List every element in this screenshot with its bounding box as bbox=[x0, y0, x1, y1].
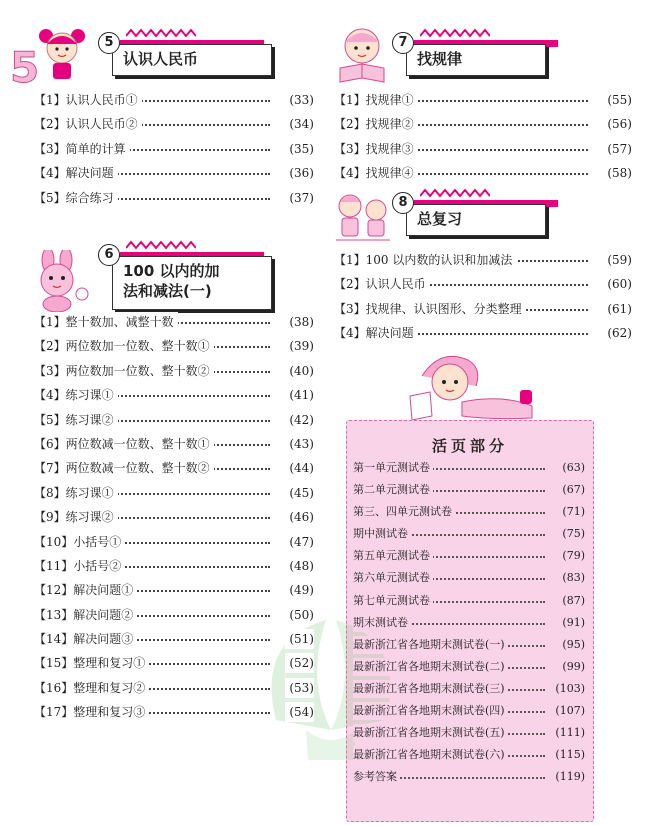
unit-8-list bbox=[334, 250, 632, 348]
zigzag-decoration bbox=[420, 28, 490, 38]
unit-title: 总复习 bbox=[406, 204, 546, 236]
toc-entry[interactable]: 最新浙江省各地期末测试卷(一) (95) bbox=[353, 636, 585, 658]
toc-entry[interactable]: 【4】解决问题 (62) bbox=[334, 323, 632, 347]
toc-entry[interactable]: 【15】整理和复习① (52) bbox=[34, 653, 314, 677]
toc-entry[interactable]: 【3】找规律③ (57) bbox=[334, 139, 632, 163]
toc-entry[interactable]: 【3】简单的计算 (35) bbox=[34, 139, 314, 163]
toc-entry[interactable]: 【14】解决问题③ (51) bbox=[34, 629, 314, 653]
toc-entry[interactable]: 期末测试卷 (91) bbox=[353, 614, 585, 636]
toc-entry[interactable]: 第六单元测试卷 (83) bbox=[353, 569, 585, 591]
toc-entry[interactable]: 【6】两位数减一位数、整十数① (43) bbox=[34, 434, 314, 458]
toc-entry[interactable]: 【3】两位数加一位数、整十数② (40) bbox=[34, 361, 314, 385]
svg-text:5: 5 bbox=[10, 43, 40, 84]
unit-number: 6 bbox=[98, 244, 120, 266]
toc-entry[interactable]: 【4】练习课① (41) bbox=[34, 385, 314, 409]
toc-entry[interactable]: 【12】解决问题① (49) bbox=[34, 580, 314, 604]
toc-entry[interactable]: 【1】认识人民币① (33) bbox=[34, 90, 314, 114]
unit-title-line: 100 以内的加 bbox=[123, 262, 220, 280]
zigzag-decoration bbox=[420, 188, 490, 198]
toc-entry[interactable]: 【5】综合练习 (37) bbox=[34, 188, 314, 212]
toc-entry[interactable]: 期中测试卷 (75) bbox=[353, 525, 585, 547]
toc-entry[interactable]: 第一单元测试卷 (63) bbox=[353, 459, 585, 481]
toc-entry[interactable]: 最新浙江省各地期末测试卷(五) (111) bbox=[353, 724, 585, 746]
unit-title bbox=[112, 256, 272, 310]
unit-5-list bbox=[34, 90, 314, 212]
unit-7-list bbox=[334, 90, 632, 188]
loose-leaf-list bbox=[353, 459, 585, 790]
girl-with-number-five-icon bbox=[8, 24, 90, 84]
unit-8-header bbox=[386, 186, 566, 236]
zigzag-decoration bbox=[126, 28, 196, 38]
toc-entry[interactable]: 最新浙江省各地期末测试卷(三) (103) bbox=[353, 680, 585, 702]
unit-number: 7 bbox=[392, 32, 414, 54]
girl-lying-reading-icon bbox=[392, 346, 542, 424]
toc-entry[interactable]: 第五单元测试卷 (79) bbox=[353, 547, 585, 569]
toc-entry[interactable]: 最新浙江省各地期末测试卷(四) (107) bbox=[353, 702, 585, 724]
toc-entry[interactable]: 第三、四单元测试卷 (71) bbox=[353, 503, 585, 525]
unit-number: 5 bbox=[98, 32, 120, 54]
toc-entry[interactable]: 参考答案 (119) bbox=[353, 768, 585, 790]
toc-entry[interactable]: 【9】练习课② (46) bbox=[34, 507, 314, 531]
toc-entry[interactable]: 【5】练习课② (42) bbox=[34, 410, 314, 434]
toc-entry[interactable]: 【1】100 以内数的认识和加减法 (59) bbox=[334, 250, 632, 274]
toc-entry[interactable]: 【13】解决问题② (50) bbox=[34, 605, 314, 629]
unit-number: 8 bbox=[392, 192, 414, 214]
unit-title-line: 法和减法(一) bbox=[123, 282, 212, 300]
cartoon-rabbit-icon bbox=[24, 250, 94, 312]
unit-6-header bbox=[92, 238, 272, 308]
toc-entry[interactable]: 【10】小括号① (47) bbox=[34, 532, 314, 556]
toc-entry[interactable]: 【1】找规律① (55) bbox=[334, 90, 632, 114]
unit-7-header bbox=[386, 26, 566, 76]
toc-entry[interactable]: 【3】找规律、认识图形、分类整理 (61) bbox=[334, 299, 632, 323]
toc-entry[interactable]: 第七单元测试卷 (87) bbox=[353, 592, 585, 614]
toc-entry[interactable]: 【1】整十数加、减整十数 (38) bbox=[34, 312, 314, 336]
toc-entry[interactable]: 【2】两位数加一位数、整十数① (39) bbox=[34, 336, 314, 360]
toc-entry[interactable]: 【2】找规律② (56) bbox=[334, 114, 632, 138]
toc-entry[interactable]: 第二单元测试卷 (67) bbox=[353, 481, 585, 503]
unit-6-list bbox=[34, 312, 314, 727]
toc-entry[interactable]: 【2】认识人民币 (60) bbox=[334, 274, 632, 298]
loose-leaf-section bbox=[346, 420, 594, 822]
unit-title: 找规律 bbox=[406, 44, 546, 76]
toc-entry[interactable]: 【16】整理和复习② (53) bbox=[34, 678, 314, 702]
toc-entry[interactable]: 【8】练习课① (45) bbox=[34, 483, 314, 507]
toc-entry[interactable]: 【4】解决问题 (36) bbox=[34, 163, 314, 187]
toc-entry[interactable]: 【17】整理和复习③ (54) bbox=[34, 702, 314, 726]
zigzag-decoration bbox=[126, 240, 196, 250]
toc-entry[interactable]: 最新浙江省各地期末测试卷(二) (99) bbox=[353, 658, 585, 680]
toc-entry[interactable]: 【4】找规律④ (58) bbox=[334, 163, 632, 187]
toc-entry[interactable]: 最新浙江省各地期末测试卷(六) (115) bbox=[353, 746, 585, 768]
section-title: 活页部分 bbox=[431, 437, 508, 455]
unit-title: 认识人民币 bbox=[112, 44, 272, 76]
toc-entry[interactable]: 【11】小括号② (48) bbox=[34, 556, 314, 580]
toc-entry[interactable]: 【7】两位数减一位数、整十数② (44) bbox=[34, 458, 314, 482]
unit-5-header bbox=[92, 26, 272, 76]
toc-entry[interactable]: 【2】认识人民币② (34) bbox=[34, 114, 314, 138]
kids-playing-icon bbox=[332, 188, 394, 244]
